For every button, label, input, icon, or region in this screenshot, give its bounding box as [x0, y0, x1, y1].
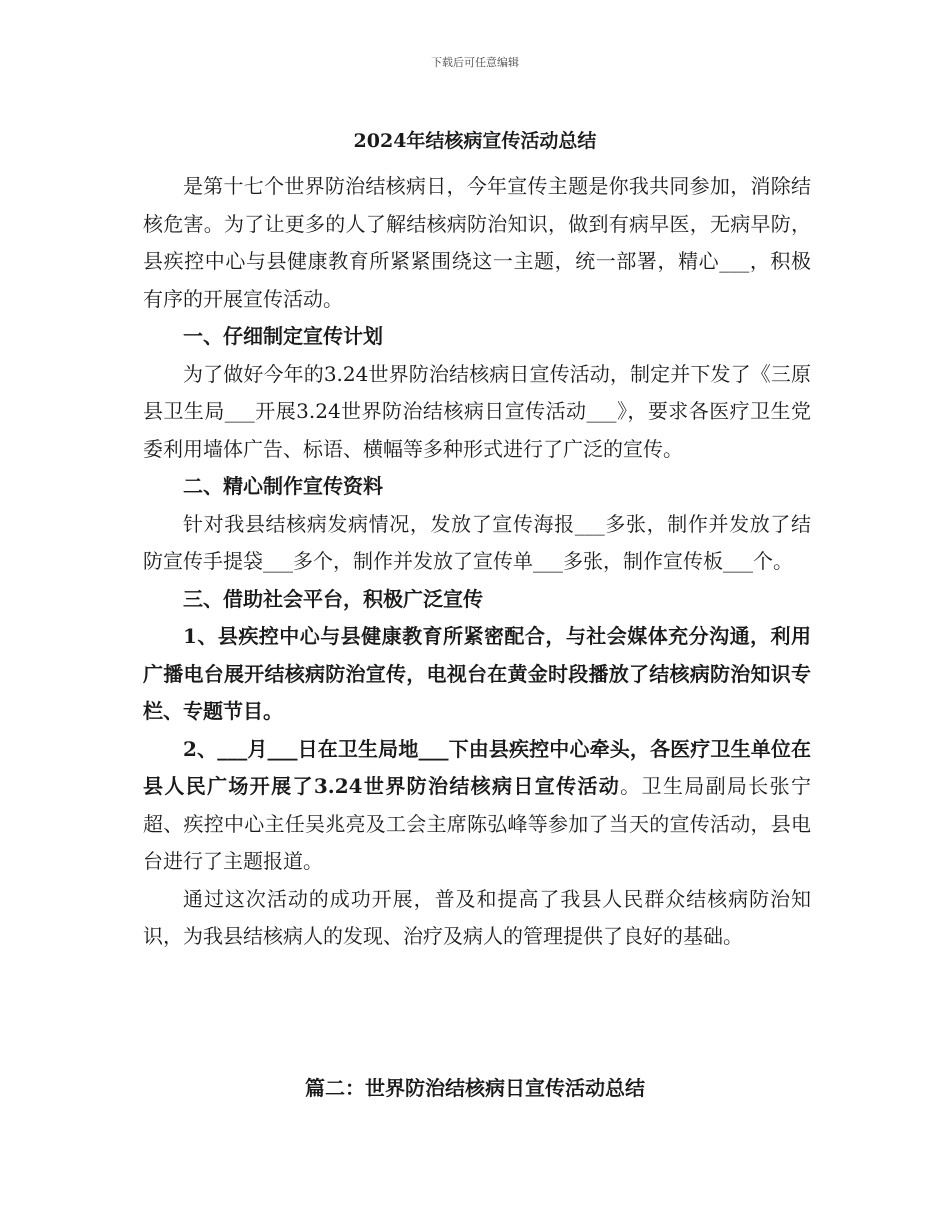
document-body — [143, 168, 811, 956]
section-heading-1: 一、仔细制定宣传计划 — [183, 324, 383, 348]
header-note: 下载后可任意编辑 — [431, 56, 519, 69]
paragraph-4-bold-lead: 2、___月___日在卫生局地___下由县疾控中心牵头，各医疗卫生单位在县人民广场开展了3.24世界防治结核病日宣传活动 — [143, 736, 811, 798]
section-2-title: 篇二：世界防治结核病日宣传活动总结 — [305, 1076, 645, 1100]
document-title: 2024年结核病宣传活动总结 — [353, 130, 597, 152]
section-heading-3: 三、借助社会平台，积极广泛宣传 — [183, 586, 483, 611]
paragraph-1: 为了做好今年的3.24世界防治结核病日宣传活动，制定并下发了《三原县卫生局___开展3.24世界防治结核病日宣传活动___》，要求各医疗卫生党委利用墙体广告、标语、横幅等多种形式进行了广泛的宣传。 — [143, 361, 811, 461]
paragraph-4-rest: 。卫生局副局长张宁超、疾控中心主任吴兆亮及工会主席陈弘峰等参加了当天的宣传活动，县电台进行了主题报道。 — [143, 774, 811, 873]
paragraph-5: 通过这次活动的成功开展，普及和提高了我县人民群众结核病防治知识，为我县结核病人的发现、治疗及病人的管理提供了良好的基础。 — [143, 886, 811, 948]
paragraph-2: 针对我县结核病发病情况，发放了宣传海报___多张，制作并发放了结防宣传手提袋___多个，制作并发放了宣传单___多张，制作宣传板___个。 — [143, 511, 811, 573]
intro-paragraph: 是第十七个世界防治结核病日，今年宣传主题是你我共同参加，消除结核危害。为了让更多的人了解结核病防治知识，做到有病早医，无病早防，县疾控中心与县健康教育所紧紧围绕这一主题，统一部署，精心___，积极有序的开展宣传活动。 — [143, 174, 811, 311]
paragraph-3: 1、县疾控中心与县健康教育所紧密配合，与社会媒体充分沟通，利用广播电台展开结核病防治宣传，电视台在黄金时段播放了结核病防治知识专栏、专题节目。 — [143, 624, 811, 723]
paragraph-4 — [143, 731, 811, 881]
section-heading-2: 二、精心制作宣传资料 — [183, 474, 383, 498]
